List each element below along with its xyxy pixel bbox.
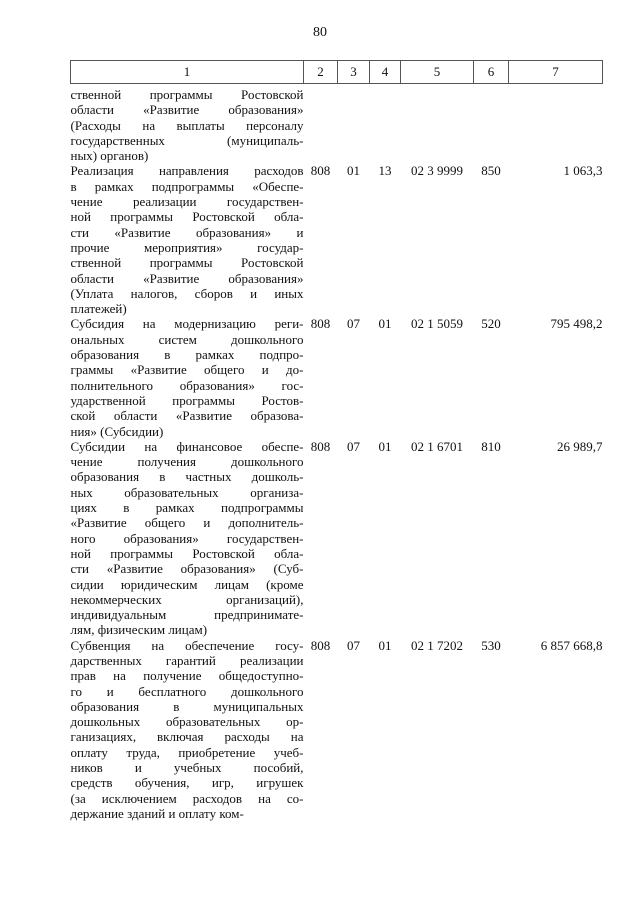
- table-row: [71, 439, 603, 638]
- row-description: [71, 316, 304, 438]
- row-description: [71, 84, 304, 164]
- description-line: Субсидии на финансовое обеспе-: [70, 438, 304, 454]
- description-line: ской области «Развитие образова-: [70, 408, 304, 424]
- description-line: го и бесплатного дошкольного: [70, 683, 304, 699]
- section-code: 07: [347, 438, 360, 454]
- amount: 26 989,7: [557, 438, 603, 454]
- target-article-code: [401, 84, 474, 164]
- header-col-5: 5: [401, 61, 474, 84]
- description-line: платежей): [70, 301, 127, 317]
- description-line: циях в рамках подпрограммы: [70, 500, 304, 516]
- ministry-code: [304, 84, 338, 164]
- expense-type-code: 810: [481, 438, 501, 454]
- amount: [509, 84, 603, 164]
- header-row: [71, 61, 603, 84]
- expense-type-code: [474, 84, 509, 164]
- header-col-4: 4: [370, 61, 401, 84]
- description-line: ников и учебных пособий,: [70, 760, 304, 776]
- table-row: [71, 638, 603, 822]
- description-line: средств обучения, игр, игрушек: [70, 775, 304, 791]
- table-row: [71, 84, 603, 164]
- description-line: чение реализации государствен-: [70, 194, 304, 210]
- description-line: (Расходы на выплаты персоналу: [70, 117, 304, 133]
- description-line: образования в муниципальных: [70, 698, 304, 714]
- description-line: ных образовательных организа-: [70, 484, 304, 500]
- description-line: Субвенция на обеспечение госу-: [70, 637, 304, 653]
- row-description: [71, 439, 304, 638]
- description-line: «Развитие общего и дополнитель-: [70, 515, 304, 531]
- description-line: образования в рамках подпро-: [70, 347, 304, 363]
- description-line: ной программы Ростовской обла-: [70, 209, 304, 225]
- target-article-code: 02 1 7202: [411, 637, 463, 653]
- description-line: ного образования» государствен-: [70, 530, 304, 546]
- header-col-3: 3: [338, 61, 370, 84]
- section-code: 01: [347, 163, 360, 179]
- header-col-1: 1: [71, 61, 304, 84]
- row-description: [71, 638, 304, 822]
- subsection-code: [370, 84, 401, 164]
- description-line: сидии юридическим лицам (кроме: [70, 576, 304, 592]
- description-line: области «Развитие образования»: [70, 102, 304, 118]
- target-article-code: 02 3 9999: [411, 163, 463, 179]
- description-line: прав на получение общедоступно-: [70, 668, 304, 684]
- header-col-2: 2: [304, 61, 338, 84]
- row-description: [71, 163, 304, 316]
- description-line: Субсидия на модернизацию реги-: [70, 316, 304, 332]
- description-line: образования в частных дошколь-: [70, 469, 304, 485]
- amount: 795 498,2: [550, 316, 603, 332]
- table-row: [71, 316, 603, 438]
- description-line: ной программы Ростовской обла-: [70, 545, 304, 561]
- description-line: в рамках подпрограммы «Обеспе-: [70, 178, 304, 194]
- subsection-code: 01: [378, 316, 392, 332]
- description-line: сти «Развитие образования» (Суб-: [70, 561, 304, 577]
- table-body: [71, 84, 603, 822]
- expense-type-code: 520: [481, 316, 501, 332]
- description-line: ганизациях, включая расходы на: [70, 729, 304, 745]
- description-line: индивидуальным предпринимате-: [70, 607, 304, 623]
- page-number: 80: [313, 25, 327, 40]
- section-code: 07: [347, 637, 360, 653]
- description-line: прочие мероприятия» государ-: [70, 239, 304, 255]
- subsection-code: 13: [378, 163, 392, 179]
- description-line: оплату труда, приобретение учеб-: [70, 744, 304, 760]
- target-article-code: 02 1 6701: [411, 438, 463, 454]
- description-line: ударственной программы Ростов-: [70, 392, 304, 408]
- description-line: ственной программы Ростовской: [70, 255, 304, 271]
- description-line: граммы «Развитие общего и до-: [70, 362, 304, 378]
- description-line: государственных (муниципаль-: [70, 132, 304, 148]
- description-line: (за исключением расходов на со-: [70, 790, 304, 806]
- description-line: дошкольных образовательных ор-: [70, 714, 304, 730]
- subsection-code: 01: [378, 637, 392, 653]
- target-article-code: 02 1 5059: [411, 316, 463, 332]
- ministry-code: 808: [310, 163, 331, 179]
- table-row: [71, 163, 603, 316]
- description-line: ных) органов): [70, 148, 149, 164]
- description-line: дарственных гарантий реализации: [70, 652, 304, 668]
- ministry-code: 808: [310, 438, 331, 454]
- budget-table: [70, 60, 603, 821]
- description-line: ния» (Субсидии): [70, 423, 164, 439]
- description-line: (Уплата налогов, сборов и иных: [70, 285, 304, 301]
- ministry-code: 808: [310, 637, 331, 653]
- amount: 1 063,3: [563, 163, 603, 179]
- description-line: держание зданий и оплату ком-: [70, 805, 244, 821]
- description-line: ственной программы Ростовской: [70, 87, 304, 102]
- description-line: сти «Развитие образования» и: [70, 224, 304, 240]
- expense-type-code: 850: [481, 163, 501, 179]
- description-line: некоммерческих организаций),: [70, 591, 304, 607]
- header-col-7: 7: [509, 61, 603, 84]
- header-col-6: 6: [474, 61, 509, 84]
- description-line: ональных систем дошкольного: [70, 331, 304, 347]
- ministry-code: 808: [310, 316, 331, 332]
- section-code: 07: [347, 316, 360, 332]
- description-line: Реализация направления расходов: [70, 163, 304, 179]
- description-line: лям, физическим лицам): [70, 622, 208, 638]
- amount: 6 857 668,8: [540, 637, 603, 653]
- expense-type-code: 530: [481, 637, 501, 653]
- description-line: чение получения дошкольного: [70, 454, 304, 470]
- subsection-code: 01: [378, 438, 392, 454]
- description-line: полнительного образования» гос-: [70, 377, 304, 393]
- description-line: области «Развитие образования»: [70, 270, 304, 286]
- section-code: [338, 84, 370, 164]
